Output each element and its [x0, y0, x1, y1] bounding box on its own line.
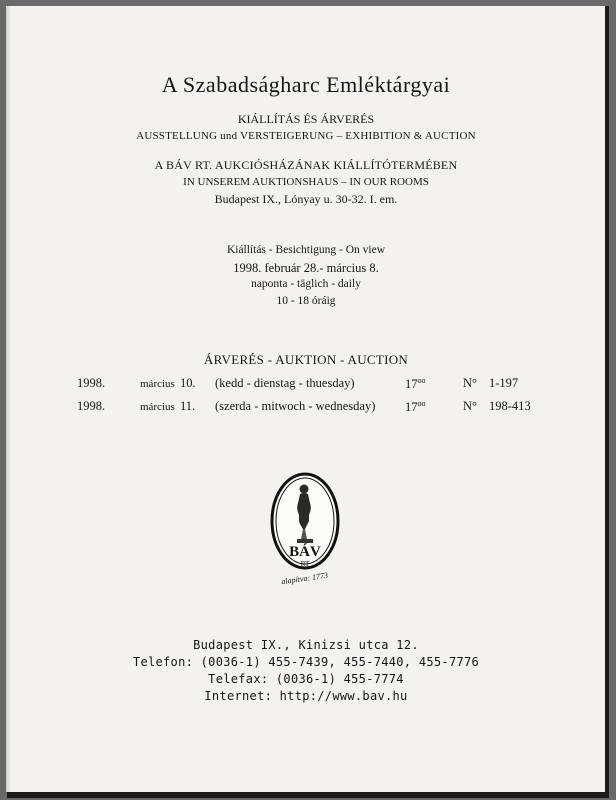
session-time: $17^{oo}$: [405, 399, 426, 414]
contact-phone: Telefon: (0036-1) 455-7439, 455-7440, 455-7776: [132, 655, 480, 669]
session-time: $17^{oo}$: [405, 376, 426, 391]
page-edge-right: [605, 6, 609, 792]
viewing-dates: 1998. február 28.- március 8.: [233, 261, 379, 275]
viewing-frequency: naponta - täglich - daily: [251, 278, 361, 290]
session-day: 10.: [180, 376, 196, 390]
session-month: március: [140, 401, 175, 413]
logo-text: BÁV: [289, 544, 321, 560]
session-year: 1998.: [77, 399, 106, 413]
session-year: 1998.: [77, 376, 106, 390]
page-title: A Szabadságharc Emléktárgyai: [161, 72, 451, 97]
viewing-hours: 10 - 18 óráig: [276, 295, 336, 307]
session-lots: 198-413: [489, 399, 531, 413]
contact-address: Budapest IX., Kinizsi utca 12.: [193, 638, 419, 652]
logo-sub: RT: [300, 560, 310, 568]
session-weekday: (kedd - dienstag - thuesday): [215, 376, 355, 390]
session-weekday: (szerda - mitwoch - wednesday): [215, 399, 376, 413]
subtitle-german-english: AUSSTELLUNG und VERSTEIGERUNG – EXHIBITION & AUCTION: [136, 130, 476, 142]
venue-address: Budapest IX., Lónyay u. 30-32. I. em.: [214, 192, 398, 206]
session-month: március: [140, 378, 175, 390]
session-day: 11.: [180, 399, 196, 413]
contact-internet: Internet: http://www.bav.hu: [204, 689, 408, 703]
catalog-page: [6, 6, 605, 792]
viewing-label: Kiállítás - Besichtigung - On view: [226, 244, 386, 256]
contact-fax: Telefax: (0036-1) 455-7774: [208, 672, 404, 686]
logo-founded: alapítva: 1773: [280, 570, 329, 587]
lot-number-label: N°: [463, 399, 478, 413]
bav-venus-logo-icon: [263, 469, 347, 589]
subtitle-hungarian: KIÁLLÍTÁS ÉS ÁRVERÉS: [237, 112, 375, 126]
lot-number-label: N°: [463, 376, 478, 390]
auction-heading: ÁRVERÉS - AUKTION - AUCTION: [203, 352, 409, 367]
venue-german-english: IN UNSEREM AUKTIONSHAUS – IN OUR ROOMS: [183, 176, 429, 188]
session-lots: 1-197: [489, 376, 519, 390]
page-edge-bottom: [7, 792, 609, 798]
venue-hungarian: A BÁV RT. AUKCIÓSHÁZÁNAK KIÁLLÍTÓTERMÉBEN: [154, 158, 458, 172]
